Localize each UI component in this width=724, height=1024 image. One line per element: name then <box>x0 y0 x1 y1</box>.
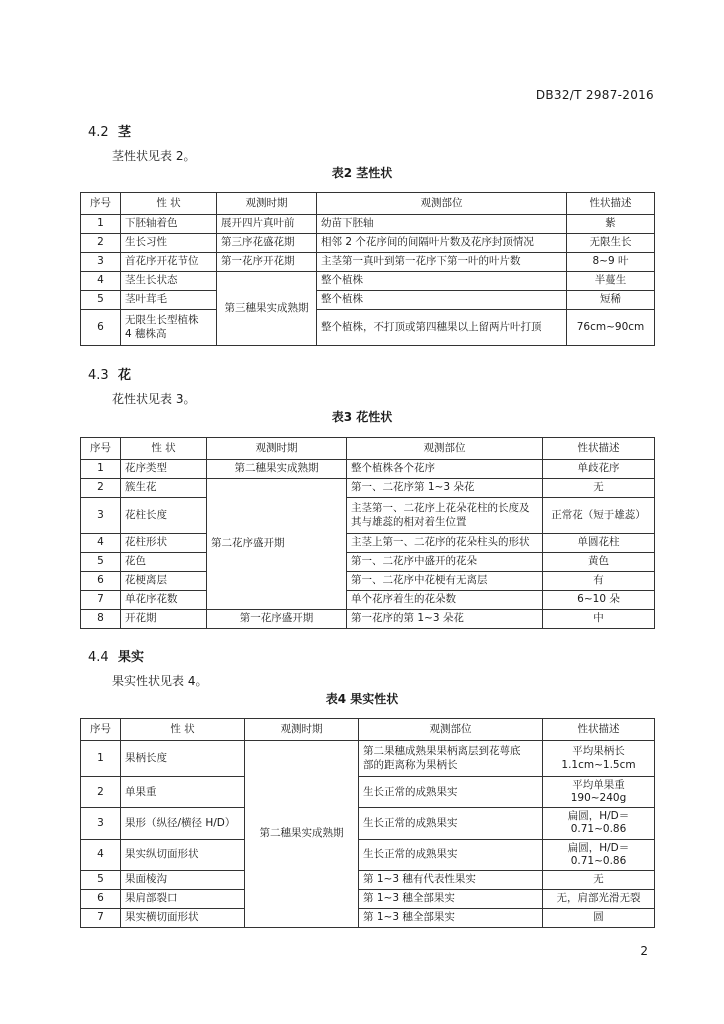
col-header-no: 序号 <box>81 719 121 741</box>
row-no: 1 <box>81 460 121 479</box>
row-trait: 下胚轴着色 <box>121 215 217 234</box>
trait-line: 4 穗株高 <box>125 327 167 340</box>
table-row <box>81 889 655 908</box>
table-row <box>81 610 655 629</box>
row-desc: 正常花（短于雄蕊） <box>543 498 655 534</box>
row-trait: 茎叶茸毛 <box>121 291 217 310</box>
col-header-no: 序号 <box>81 438 121 460</box>
col-header-period: 观测时期 <box>245 719 359 741</box>
section-number: 4.2 <box>88 125 109 140</box>
row-no: 5 <box>81 870 121 889</box>
row-period: 第二穗果实成熟期 <box>207 460 347 479</box>
row-desc: 76cm~90cm <box>567 310 655 346</box>
row-desc: 8~9 叶 <box>567 253 655 272</box>
part-line: 部的距离称为果柄长 <box>363 758 458 771</box>
row-trait: 果柄长度 <box>121 741 245 777</box>
row-part: 第 1~3 穗有代表性果实 <box>359 870 543 889</box>
trait-line: 无限生长型植株 <box>125 314 199 327</box>
row-part: 整个植株，不打顶或第四穗果以上留两片叶打顶 <box>317 310 567 346</box>
section-intro-fruit: 果实性状见表 4。 <box>112 674 208 688</box>
row-part: 第一花序的第 1~3 朵花 <box>347 610 543 629</box>
row-desc: 紫 <box>567 215 655 234</box>
table-row <box>81 572 655 591</box>
row-no: 3 <box>81 253 121 272</box>
row-desc: 半蔓生 <box>567 272 655 291</box>
row-period: 第一花序开花期 <box>217 253 317 272</box>
section-title: 果实 <box>118 650 145 665</box>
row-part: 第一、二花序第 1~3 朵花 <box>347 479 543 498</box>
section-heading-stem <box>88 121 131 140</box>
table-row <box>81 498 655 534</box>
table-caption-flower: 表3 花性状 <box>331 410 393 424</box>
col-header-trait: 性 状 <box>121 193 217 215</box>
row-part: 生长正常的成熟果实 <box>359 839 543 870</box>
row-trait: 簇生花 <box>121 479 207 498</box>
table-row <box>81 534 655 553</box>
section-intro-stem: 茎性状见表 2。 <box>112 149 196 163</box>
row-part: 整个植株各个花序 <box>347 460 543 479</box>
row-trait: 花柱长度 <box>121 498 207 534</box>
row-desc: 平均单果重 190~240g <box>543 777 655 808</box>
col-header-period: 观测时期 <box>207 438 347 460</box>
section-title: 茎 <box>118 125 132 140</box>
section-heading-flower <box>88 364 131 383</box>
section-intro-flower: 花性状见表 3。 <box>112 392 196 406</box>
row-part: 生长正常的成熟果实 <box>359 777 543 808</box>
row-trait: 单花序花数 <box>121 591 207 610</box>
col-header-part: 观测部位 <box>359 719 543 741</box>
row-trait: 果肩部裂口 <box>121 889 245 908</box>
col-header-trait: 性 状 <box>121 719 245 741</box>
table-row <box>81 215 655 234</box>
row-desc: 圆 <box>543 908 655 927</box>
row-no: 3 <box>81 498 121 534</box>
table-row <box>81 460 655 479</box>
table-row <box>81 272 655 291</box>
row-part: 主茎第一真叶到第一花序下第一叶的叶片数 <box>317 253 567 272</box>
row-desc: 无限生长 <box>567 234 655 253</box>
col-header-desc: 性状描述 <box>543 438 655 460</box>
merged-period-cell: 第三穗果实成熟期 <box>217 272 317 346</box>
row-part <box>347 498 543 534</box>
row-desc: 单圆花柱 <box>543 534 655 553</box>
row-desc: 无 <box>543 479 655 498</box>
row-trait: 首花序开花节位 <box>121 253 217 272</box>
row-part: 幼苗下胚轴 <box>317 215 567 234</box>
row-no: 2 <box>81 479 121 498</box>
row-no: 4 <box>81 839 121 870</box>
table-row <box>81 908 655 927</box>
section-title: 花 <box>118 368 132 383</box>
row-no: 5 <box>81 553 121 572</box>
row-period: 第一花序盛开期 <box>207 610 347 629</box>
row-part: 主茎上第一、二花序的花朵柱头的形状 <box>347 534 543 553</box>
part-line: 主茎第一、二花序上花朵花柱的长度及 <box>351 502 530 515</box>
desc-line: 平均果柄长 <box>572 745 625 758</box>
row-period: 展开四片真叶前 <box>217 215 317 234</box>
table-caption-fruit: 表4 果实性状 <box>325 692 399 706</box>
flower-traits-table <box>80 437 655 629</box>
table-row <box>81 839 655 870</box>
row-part: 第 1~3 穗全部果实 <box>359 908 543 927</box>
table-header-row <box>81 438 655 460</box>
row-trait: 花序类型 <box>121 460 207 479</box>
row-part: 第一、二花序中花梗有无离层 <box>347 572 543 591</box>
row-desc <box>543 741 655 777</box>
table-row <box>81 310 655 346</box>
table-caption-stem: 表2 茎性状 <box>331 166 393 180</box>
col-header-part: 观测部位 <box>317 193 567 215</box>
row-part <box>359 741 543 777</box>
row-no: 6 <box>81 310 121 346</box>
table-header-row <box>81 719 655 741</box>
row-trait <box>121 310 217 346</box>
row-part: 生长正常的成熟果实 <box>359 808 543 839</box>
table-row <box>81 870 655 889</box>
row-trait: 果面棱沟 <box>121 870 245 889</box>
stem-traits-table <box>80 192 655 346</box>
row-desc: 无 <box>543 870 655 889</box>
row-no: 7 <box>81 591 121 610</box>
table-row <box>81 808 655 839</box>
row-no: 1 <box>81 741 121 777</box>
col-header-trait: 性 状 <box>121 438 207 460</box>
row-no: 7 <box>81 908 121 927</box>
section-heading-fruit <box>88 646 144 665</box>
desc-line: 1.1cm~1.5cm <box>561 758 636 771</box>
fruit-traits-table <box>80 718 655 928</box>
row-no: 3 <box>81 808 121 839</box>
row-trait: 果形（纵径/横径 H/D） <box>121 808 245 839</box>
standard-code: DB32/T 2987-2016 <box>535 88 654 102</box>
row-desc: 中 <box>543 610 655 629</box>
row-no: 1 <box>81 215 121 234</box>
row-no: 2 <box>81 234 121 253</box>
row-desc: 无，肩部光滑无裂 <box>543 889 655 908</box>
row-trait: 花梗离层 <box>121 572 207 591</box>
row-desc: 黄色 <box>543 553 655 572</box>
row-trait: 开花期 <box>121 610 207 629</box>
row-trait: 果实横切面形状 <box>121 908 245 927</box>
row-trait: 单果重 <box>121 777 245 808</box>
row-no: 4 <box>81 534 121 553</box>
row-desc: 扁圆，H/D＝0.71~0.86 <box>543 839 655 870</box>
row-trait: 生长习性 <box>121 234 217 253</box>
row-trait: 花色 <box>121 553 207 572</box>
col-header-desc: 性状描述 <box>567 193 655 215</box>
row-part: 相邻 2 个花序间的间隔叶片数及花序封顶情况 <box>317 234 567 253</box>
row-part: 整个植株 <box>317 272 567 291</box>
row-desc: 短稀 <box>567 291 655 310</box>
part-line: 其与雄蕊的相对着生位置 <box>351 515 467 528</box>
row-part: 单个花序着生的花朵数 <box>347 591 543 610</box>
table-row <box>81 591 655 610</box>
table-header-row <box>81 193 655 215</box>
row-desc: 6~10 朵 <box>543 591 655 610</box>
table-row <box>81 553 655 572</box>
table-row <box>81 291 655 310</box>
col-header-part: 观测部位 <box>347 438 543 460</box>
col-header-no: 序号 <box>81 193 121 215</box>
row-trait: 花柱形状 <box>121 534 207 553</box>
section-number: 4.3 <box>88 368 109 383</box>
row-part: 整个植株 <box>317 291 567 310</box>
col-header-desc: 性状描述 <box>543 719 655 741</box>
row-no: 4 <box>81 272 121 291</box>
row-no: 8 <box>81 610 121 629</box>
table-row <box>81 479 655 498</box>
table-row <box>81 777 655 808</box>
row-trait: 果实纵切面形状 <box>121 839 245 870</box>
table-row <box>81 234 655 253</box>
table-row <box>81 253 655 272</box>
row-no: 6 <box>81 889 121 908</box>
row-no: 5 <box>81 291 121 310</box>
merged-period-cell: 第二穗果实成熟期 <box>245 741 359 928</box>
row-part: 第 1~3 穗全部果实 <box>359 889 543 908</box>
row-desc: 有 <box>543 572 655 591</box>
col-header-period: 观测时期 <box>217 193 317 215</box>
part-line: 第二果穗成熟果果柄离层到花萼底 <box>363 745 521 758</box>
row-no: 6 <box>81 572 121 591</box>
row-desc: 扁圆，H/D＝0.71~0.86 <box>543 808 655 839</box>
section-number: 4.4 <box>88 650 109 665</box>
row-desc: 单歧花序 <box>543 460 655 479</box>
table-row <box>81 741 655 777</box>
merged-period-cell: 第二花序盛开期 <box>207 479 347 610</box>
row-part: 第一、二花序中盛开的花朵 <box>347 553 543 572</box>
page-number: 2 <box>640 944 648 958</box>
row-period: 第三序花盛花期 <box>217 234 317 253</box>
row-trait: 茎生长状态 <box>121 272 217 291</box>
row-no: 2 <box>81 777 121 808</box>
